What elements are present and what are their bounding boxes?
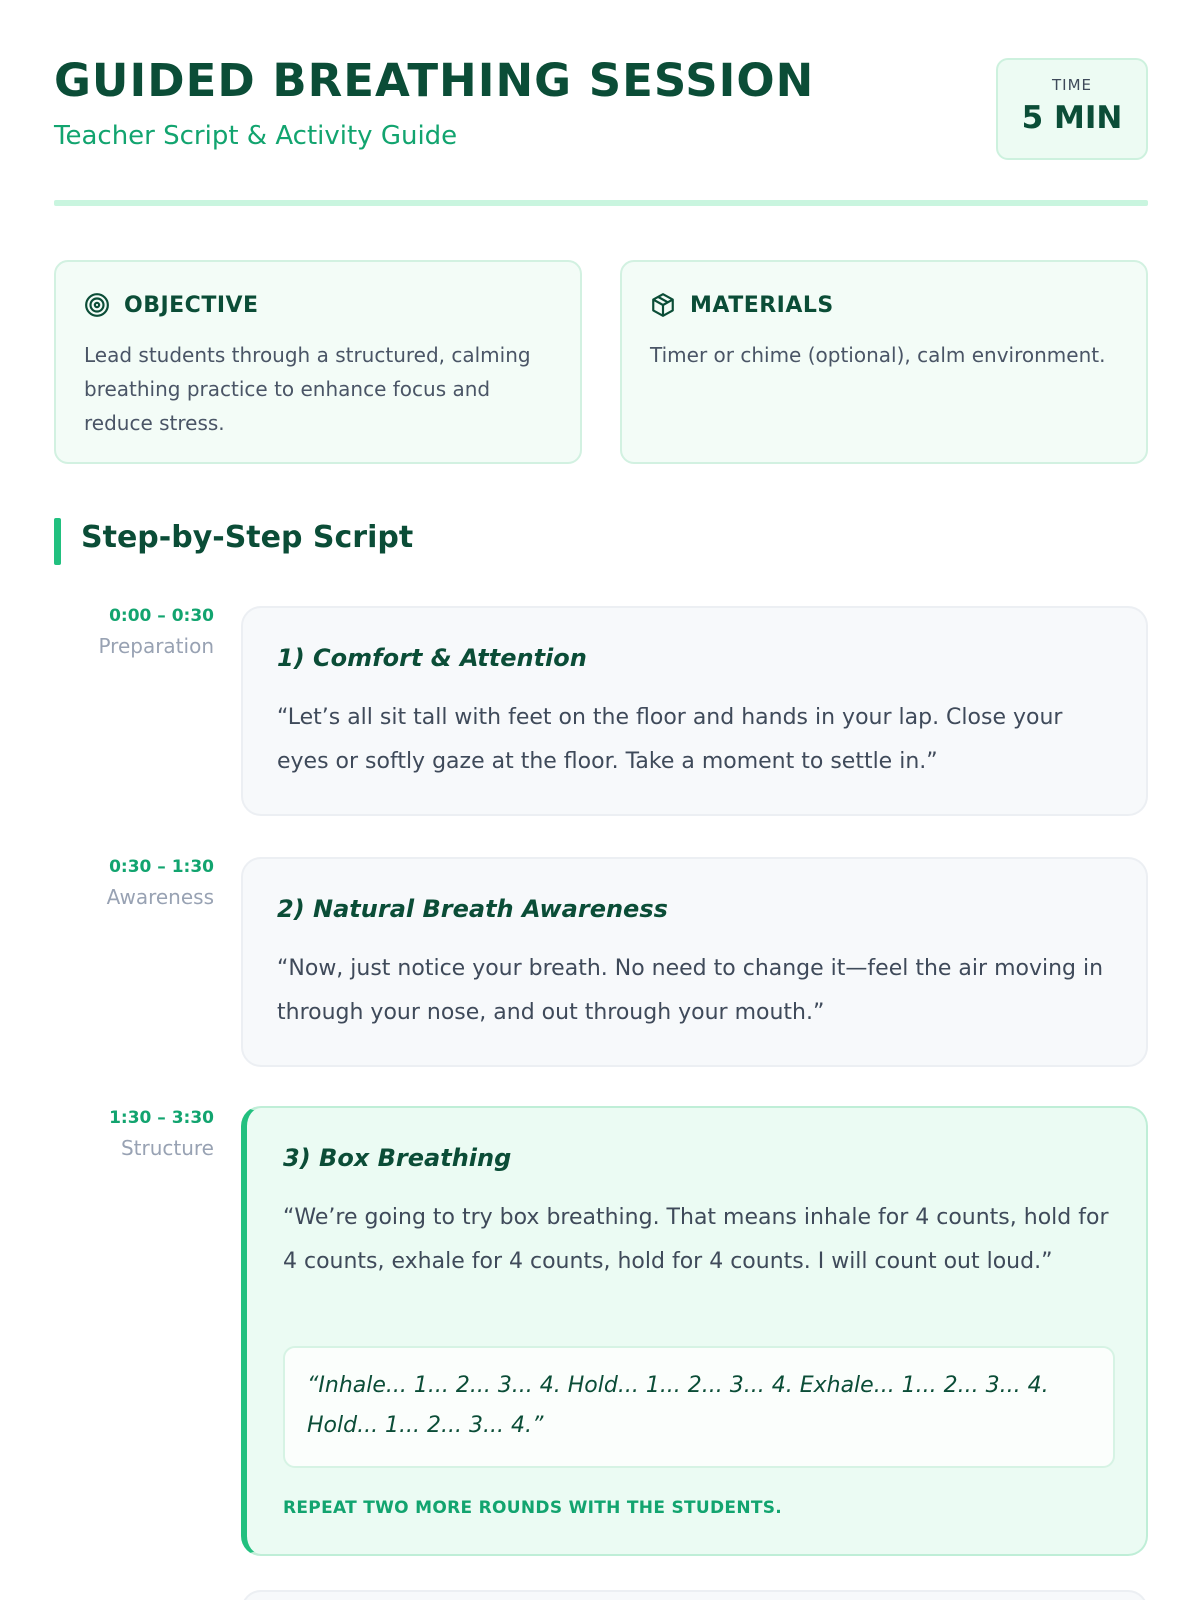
materials-card [620, 260, 1148, 464]
repeat-note: REPEAT TWO MORE ROUNDS WITH THE STUDENTS. [283, 1498, 783, 1518]
target-icon [84, 292, 110, 318]
step-body: “Let’s all sit tall with feet on the floor and hands in your lap. Close your eyes or softly gaze at the floor. Take a moment to settle in.” [277, 705, 1063, 774]
step-phase: Preparation [98, 634, 214, 658]
materials-text: Timer or chime (optional), calm environment. [650, 343, 1106, 367]
step-1-card [241, 606, 1148, 816]
step-4-card-partial [241, 1590, 1148, 1600]
step-title: 1) Comfort & Attention [277, 644, 587, 672]
objective-text: Lead students through a structured, calming breathing practice to enhance focus and reduce stress. [84, 343, 531, 435]
page-header [54, 54, 1148, 164]
count-script-text: “Inhale... 1... 2... 3... 4. Hold... 1... 2... 3... 4. Exhale... 1... 2... 3... 4. Hold... 1... 2... 3... 4.” [307, 1373, 1049, 1438]
step-2-card [241, 857, 1148, 1067]
section-title: Step-by-Step Script [81, 520, 414, 555]
page-title: GUIDED BREATHING SESSION [54, 54, 815, 107]
step-title: 2) Natural Breath Awareness [277, 895, 668, 923]
step-phase: Structure [120, 1136, 214, 1160]
page-subtitle: Teacher Script & Activity Guide [54, 121, 458, 151]
count-script-box [283, 1346, 1115, 1468]
step-body: “We’re going to try box breathing. That means inhale for 4 counts, hold for 4 counts, exhale for 4 counts, hold for 4 counts. I will count out loud.” [283, 1205, 1109, 1274]
step-time-range: 1:30 – 3:30 [109, 1108, 214, 1128]
step-time-range: 0:00 – 0:30 [109, 606, 214, 626]
step-3-time [54, 1108, 214, 1160]
step-body: “Now, just notice your breath. No need to change it—feel the air moving in through your nose, and out through your mouth.” [277, 956, 1104, 1025]
materials-title: MATERIALS [690, 292, 834, 318]
time-value: 5 MIN [1021, 100, 1123, 136]
step-2-time [54, 857, 214, 909]
step-1-time [54, 606, 214, 658]
box-icon [650, 292, 676, 318]
step-phase: Awareness [106, 885, 214, 909]
header-divider [54, 200, 1148, 206]
objective-card [54, 260, 582, 464]
activity-guide-page [54, 0, 1148, 1600]
time-label: TIME [1051, 76, 1092, 94]
step-title: 3) Box Breathing [283, 1144, 512, 1172]
step-3-card [241, 1106, 1148, 1556]
objective-title: OBJECTIVE [124, 292, 259, 318]
section-accent-bar [54, 518, 61, 565]
step-time-range: 0:30 – 1:30 [109, 857, 214, 877]
time-badge [996, 58, 1148, 160]
